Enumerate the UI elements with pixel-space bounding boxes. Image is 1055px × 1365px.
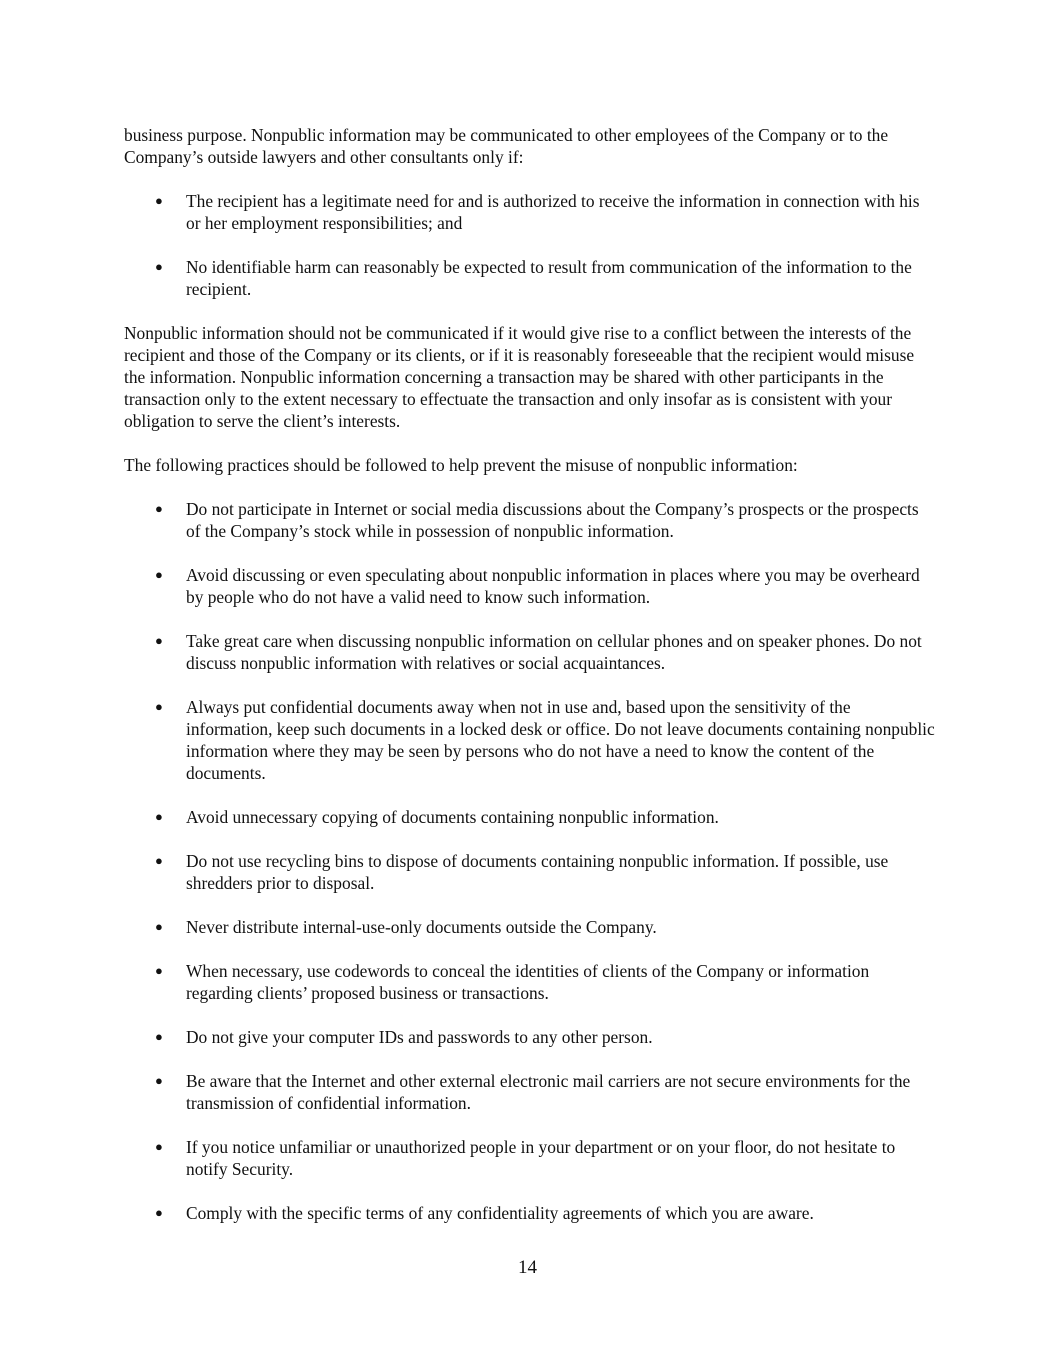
- list-item: [124, 256, 936, 300]
- list-item: [124, 916, 936, 938]
- page-content: [124, 124, 936, 1246]
- bullet-icon: ●: [155, 1205, 163, 1220]
- list-item: [124, 696, 936, 784]
- bullet-icon: ●: [155, 919, 163, 934]
- list-item-text: Avoid unnecessary copying of documents containing nonpublic information.: [186, 807, 719, 827]
- bullet-icon: ●: [155, 193, 163, 208]
- page-number: 14: [518, 1257, 537, 1278]
- list-item: [124, 498, 936, 542]
- list-item: [124, 190, 936, 234]
- list-item-text: Never distribute internal-use-only documents outside the Company.: [186, 917, 657, 937]
- list-item-text: Do not use recycling bins to dispose of documents containing nonpublic information. If possible, use shredders prior to disposal.: [186, 851, 889, 893]
- list-item: [124, 960, 936, 1004]
- recipient-conditions-list: [124, 190, 936, 300]
- bullet-icon: ●: [155, 633, 163, 648]
- list-item-text: Take great care when discussing nonpublic information on cellular phones and on speaker phones. Do not discuss nonpublic information with relatives or social acquaintances.: [186, 631, 922, 673]
- practices-list: [124, 498, 936, 1224]
- bullet-icon: ●: [155, 259, 163, 274]
- practices-intro: The following practices should be followed to help prevent the misuse of nonpublic information:: [124, 455, 798, 475]
- list-item: [124, 806, 936, 828]
- list-item-text: Be aware that the Internet and other external electronic mail carriers are not secure environments for the transmission of confidential information.: [186, 1071, 911, 1113]
- conflict-paragraph: Nonpublic information should not be communicated if it would give rise to a conflict between the interests of the recipient and those of the Company or its clients, or if it is reasonably foreseeable that the recipient would misuse the information. Nonpublic information concerning a transaction may be shared with other participants in the transaction only to the extent necessary to effectuate the transaction and only insofar as is consistent with your obligation to serve the client’s interests.: [124, 323, 915, 431]
- list-item-text: Avoid discussing or even speculating about nonpublic information in places where you may be overheard by people who do not have a valid need to know such information.: [186, 565, 920, 607]
- list-item: [124, 630, 936, 674]
- bullet-icon: ●: [155, 1139, 163, 1154]
- bullet-icon: ●: [155, 501, 163, 516]
- list-item-text: When necessary, use codewords to conceal the identities of clients of the Company or information regarding clients’ proposed business or transactions.: [186, 961, 870, 1003]
- bullet-icon: ●: [155, 699, 163, 714]
- bullet-icon: ●: [155, 567, 163, 582]
- list-item-text: No identifiable harm can reasonably be expected to result from communication of the information to the recipient.: [186, 257, 912, 299]
- bullet-icon: ●: [155, 1073, 163, 1088]
- bullet-icon: ●: [155, 809, 163, 824]
- bullet-icon: ●: [155, 963, 163, 978]
- list-item-text: Comply with the specific terms of any confidentiality agreements of which you are aware.: [186, 1203, 814, 1223]
- intro-paragraph: business purpose. Nonpublic information may be communicated to other employees of the Company or to the Company’s outside lawyers and other consultants only if:: [124, 125, 889, 167]
- list-item: [124, 1136, 936, 1180]
- list-item-text: Always put confidential documents away when not in use and, based upon the sensitivity of the information, keep such documents in a locked desk or office. Do not leave documents containing nonpublic information where they may be seen by persons who do not have a need to know the content of the documents.: [186, 697, 935, 783]
- bullet-icon: ●: [155, 1029, 163, 1044]
- list-item: [124, 1202, 936, 1224]
- list-item: [124, 1026, 936, 1048]
- list-item: [124, 564, 936, 608]
- list-item-text: If you notice unfamiliar or unauthorized people in your department or on your floor, do not hesitate to notify Security.: [186, 1137, 896, 1179]
- list-item-text: Do not participate in Internet or social media discussions about the Company’s prospects or the prospects of the Company’s stock while in possession of nonpublic information.: [186, 499, 919, 541]
- bullet-icon: ●: [155, 853, 163, 868]
- list-item-text: The recipient has a legitimate need for and is authorized to receive the information in connection with his or her employment responsibilities; and: [186, 191, 920, 233]
- list-item: [124, 1070, 936, 1114]
- list-item: [124, 850, 936, 894]
- list-item-text: Do not give your computer IDs and passwords to any other person.: [186, 1027, 653, 1047]
